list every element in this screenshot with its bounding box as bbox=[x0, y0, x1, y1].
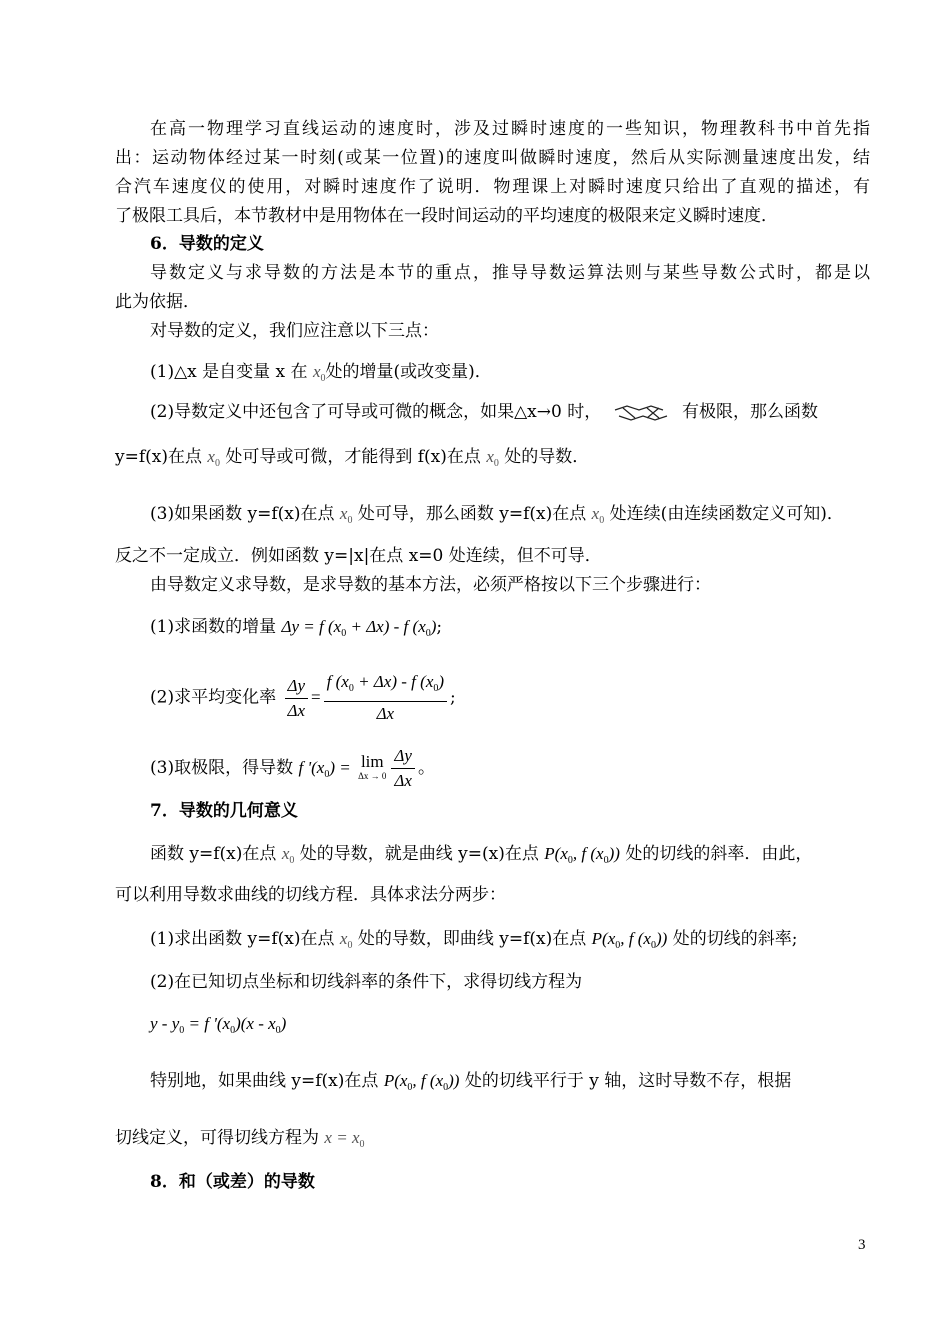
formula-derivative: f '$(x_0)$ = bbox=[298, 758, 351, 780]
point-2 bbox=[150, 401, 870, 423]
sec7-text: 处的切线的斜率．由此， bbox=[625, 844, 813, 864]
step-3-text: (3)取极限，得导数 bbox=[150, 758, 294, 778]
step-1-text: (1)求函数的增量 bbox=[150, 617, 277, 637]
paragraph-line: 导数定义与求导数的方法是本节的重点，推导导数运算法则与某些导数公式时，都是以 bbox=[150, 263, 870, 283]
point-3-text: (3)如果函数 y=f(x)在点 bbox=[150, 504, 335, 524]
paragraph-line: 合汽车速度仪的使用，对瞬时速度作了说明．物理课上对瞬时速度只给出了直观的描述，有 bbox=[115, 177, 870, 197]
x0-symbol: $x_0$ bbox=[486, 447, 499, 469]
point-2-text: 处可导或可微，才能得到 f(x)在点 bbox=[225, 447, 481, 467]
paragraph-line bbox=[150, 1070, 870, 1099]
paragraph-line: (2)在已知切点坐标和切线斜率的条件下，求得切线方程为 bbox=[150, 972, 583, 992]
point-2-text: y=f(x)在点 bbox=[115, 447, 202, 467]
sec7-text: 处的切线平行于 y 轴，这时导数不存，根据 bbox=[464, 1071, 792, 1091]
step-line bbox=[150, 928, 870, 957]
formula-dy-dx: $\frac{\Delta y}{\Delta x}$ bbox=[391, 746, 415, 791]
step-2-text: (2)求平均变化率 bbox=[150, 687, 277, 708]
paragraph-line: 此为依据． bbox=[115, 292, 200, 312]
section-heading-6: 6．导数的定义 bbox=[150, 234, 264, 254]
paragraph-line: 在高一物理学习直线运动的速度时，涉及过瞬时速度的一些知识，物理教科书中首先指 bbox=[150, 119, 870, 139]
formula-tangent-line: $y - y_0 = f$ '$(x_0)(x - x_0)$ bbox=[150, 1014, 287, 1036]
sec7-text: 处的切线的斜率; bbox=[672, 929, 798, 949]
tangent-equation bbox=[150, 1013, 870, 1042]
paragraph-line: 对导数的定义，我们应注意以下三点： bbox=[150, 321, 439, 341]
x0-symbol: $x_0$ bbox=[339, 504, 353, 526]
paragraph-line: 可以利用导数求曲线的切线方程．具体求法分两步： bbox=[115, 885, 506, 905]
paragraph-line: 出：运动物体经过某一时刻(或某一位置)的速度叫做瞬时速度，然后从实际测量速度出发，结 bbox=[115, 148, 870, 168]
sec7-text: 特别地，如果曲线 y=f(x)在点 bbox=[150, 1071, 379, 1091]
point-1-text-end: 处的增量(或改变量)． bbox=[325, 362, 492, 382]
section-heading-8: 8．和（或差）的导数 bbox=[150, 1172, 315, 1192]
sec7-text: 函数 y=f(x)在点 bbox=[150, 844, 277, 864]
formula-average-rate: $\frac{f (x_0 + \Delta x) - f (x_0)}{\Delta x}$ bbox=[324, 672, 447, 724]
point-3-text: 处连续(由连续函数定义可知)． bbox=[609, 504, 844, 524]
step-1: (1)求函数的增量 Δy = f $(x_0 + \Delta x) - f$ $(x_0)$; bbox=[150, 617, 443, 639]
section-heading-7: 7．导数的几何意义 bbox=[150, 801, 298, 821]
x0-symbol: $x_0$ bbox=[207, 447, 220, 469]
point-3-text: 处可导，那么函数 y=f(x)在点 bbox=[357, 504, 587, 524]
step-3: (3)取极限，得导数 f '$(x_0)$ = lim Δx → 0 $\frac{\Delta y}{\Delta x}$ 。 bbox=[150, 746, 435, 790]
paragraph-line: 了极限工具后，本节教材中是用物体在一段时间运动的平均速度的极限来定义瞬时速度． bbox=[115, 206, 778, 226]
point-1-text: (1)△x 是自变量 x 在 bbox=[150, 362, 308, 382]
formula-dy-dx: $\frac{\Delta y}{\Delta x}$ bbox=[285, 676, 309, 721]
sec7-text: (1)求出函数 y=f(x)在点 bbox=[150, 929, 335, 949]
x0-symbol: $x_0$ bbox=[339, 929, 353, 951]
x0-symbol: $x_0$ bbox=[591, 504, 605, 526]
point-p-formula: $P(x_0$, f $(x_0)$) bbox=[383, 1071, 460, 1093]
formula-vertical-tangent: $x = x_0$ bbox=[324, 1128, 365, 1150]
point-2-continued bbox=[115, 446, 870, 475]
sec7-text: 切线定义，可得切线方程为 bbox=[115, 1128, 319, 1148]
paragraph-line bbox=[115, 1127, 870, 1156]
limit-symbol: lim Δx → 0 bbox=[358, 751, 387, 781]
point-1 bbox=[150, 361, 870, 390]
paragraph-line: 反之不一定成立．例如函数 y=|x|在点 x=0 处连续，但不可导． bbox=[115, 546, 602, 566]
point-2-text: (2)导数定义中还包含了可导或可微的概念，如果△x→0 时， bbox=[150, 402, 602, 422]
step-2: (2)求平均变化率 $\frac{\Delta y}{\Delta x}$ = $\frac{f (x_0 + \Delta x) - f (x_0)}{\Delta x}$ ; bbox=[150, 672, 456, 723]
point-3 bbox=[150, 503, 870, 532]
sec7-text: 处的导数，就是曲线 y=(x)在点 bbox=[299, 844, 539, 864]
x0-symbol: $x_0$ bbox=[281, 844, 295, 866]
page-number: 3 bbox=[858, 1237, 866, 1253]
point-2-text: 处的导数． bbox=[504, 447, 590, 467]
difference-quotient-glyph bbox=[613, 404, 671, 422]
paragraph-line bbox=[150, 843, 870, 872]
formula-delta-y: Δy = f $(x_0 + \Delta x) - f$ $(x_0)$ bbox=[281, 617, 437, 639]
point-2-text-mid: 有极限，那么函数 bbox=[682, 402, 819, 422]
point-p-formula: $P(x_0$, f $(x_0)$) bbox=[544, 844, 620, 866]
sec7-text: 处的导数，即曲线 y=f(x)在点 bbox=[357, 929, 587, 949]
x0-symbol: $x_0$ bbox=[312, 362, 326, 384]
point-p-formula: $P(x_0$, f $(x_0)$) bbox=[591, 929, 668, 951]
paragraph-line: 由导数定义求导数，是求导数的基本方法，必须严格按以下三个步骤进行： bbox=[150, 575, 711, 595]
